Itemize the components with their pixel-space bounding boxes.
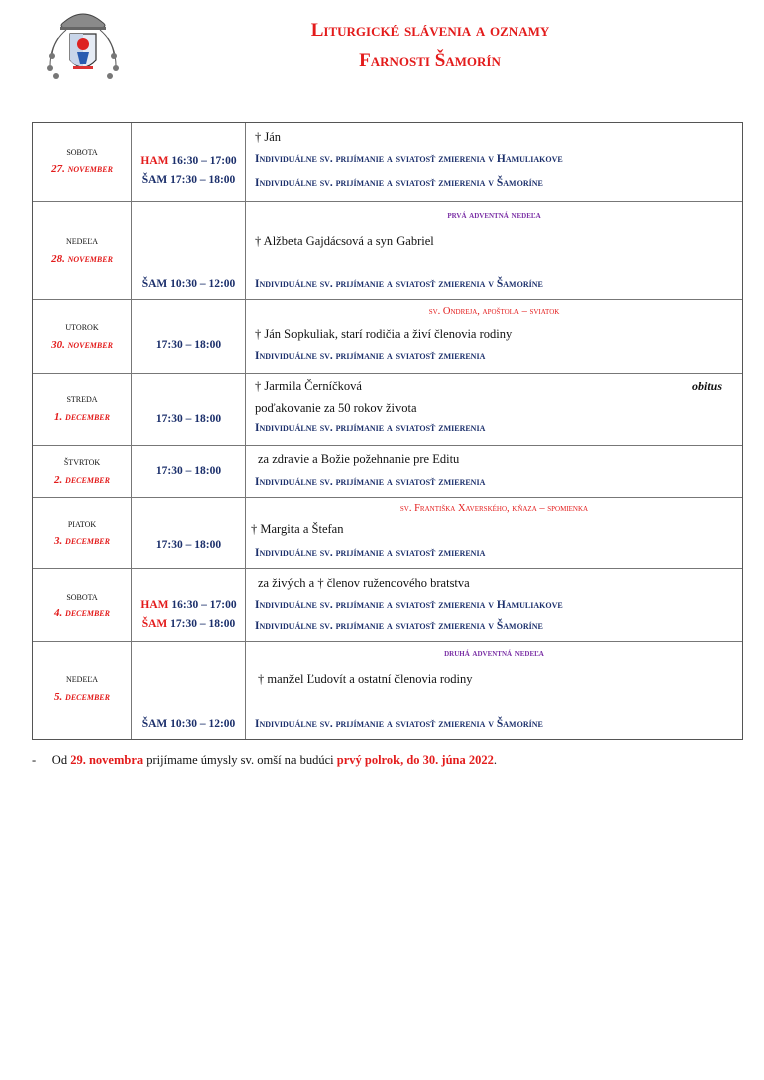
schedule-row <box>33 497 742 568</box>
row-date: 3. december <box>54 535 110 547</box>
liturgical-feast: sv. Ondreja, apoštola – sviatok <box>428 306 560 317</box>
confession-note: Individuálne sv. prijímanie a sviatosť zmierenia v Šamoríne <box>255 620 543 632</box>
liturgical-feast: druhá adventná nedeľa <box>444 648 544 659</box>
row-time: 17:30 – 18:00 <box>155 339 222 351</box>
row-date: 28. november <box>51 253 113 265</box>
row-time: 17:30 – 18:00 <box>155 465 222 477</box>
confession-note: Individuálne sv. prijímanie a sviatosť zmierenia v Šamoríne <box>255 278 543 290</box>
mass-intention: za živých a † členov ružencového bratstva <box>258 576 470 590</box>
row-time: ŠAM 10:30 – 12:00 <box>141 278 236 290</box>
row-time: ŠAM 17:30 – 18:00 <box>141 618 236 630</box>
row-day: nedeľa <box>66 673 98 685</box>
confession-note: Individuálne sv. prijímanie a sviatosť zmierenia v Hamuliakove <box>255 599 563 611</box>
confession-note: Individuálne sv. prijímanie a sviatosť zmierenia v Šamoríne <box>255 718 543 730</box>
mass-intention: † Margita a Štefan <box>251 522 344 536</box>
schedule-row <box>33 123 742 201</box>
row-day: štvrtok <box>63 456 101 468</box>
row-day: sobota <box>66 591 98 603</box>
row-time: HAM 16:30 – 17:00 <box>140 599 237 611</box>
mass-intention: † manžel Ľudovít a ostatní členovia rodiny <box>258 672 473 686</box>
announcement-date: 29. novembra <box>70 753 144 767</box>
mass-intention: † Ján Sopkuliak, starí rodičia a živí členovia rodiny <box>255 327 513 341</box>
confession-note: Individuálne sv. prijímanie a sviatosť zmierenia <box>255 422 486 434</box>
row-time: ŠAM 10:30 – 12:00 <box>141 718 236 730</box>
row-date: 4. december <box>54 607 110 619</box>
obitus-label: obitus <box>691 379 722 393</box>
parish-coat-of-arms-icon <box>42 8 124 84</box>
bullet: - <box>32 753 37 767</box>
row-time: 17:30 – 18:00 <box>155 413 222 425</box>
schedule-row <box>33 373 742 445</box>
mass-intention: † Alžbeta Gajdácsová a syn Gabriel <box>255 234 434 248</box>
row-day: sobota <box>66 146 98 158</box>
document-title-line-1: Liturgické slávenia a oznamy <box>310 20 550 41</box>
schedule-table <box>32 122 743 740</box>
liturgical-feast: sv. Františka Xaverského, kňaza – spomienka <box>399 503 589 514</box>
row-time: HAM 16:30 – 17:00 <box>140 155 237 167</box>
row-date: 30. november <box>51 339 113 351</box>
confession-note: Individuálne sv. prijímanie a sviatosť zmierenia v Šamoríne <box>255 177 543 189</box>
row-day: nedeľa <box>66 235 98 247</box>
schedule-row <box>33 641 742 739</box>
confession-note: Individuálne sv. prijímanie a sviatosť zmierenia <box>255 547 486 559</box>
mass-intention: † Jarmila Černíčková <box>255 379 362 393</box>
mass-intention: poďakovanie za 50 rokov života <box>255 401 417 415</box>
row-day: piatok <box>67 518 97 530</box>
mass-intention: za zdravie a Božie požehnanie pre Editu <box>258 452 460 466</box>
schedule-row <box>33 445 742 497</box>
confession-note: Individuálne sv. prijímanie a sviatosť zmierenia <box>255 476 486 488</box>
row-date: 5. december <box>54 691 110 703</box>
row-day: streda <box>66 393 98 405</box>
announcement-note: - Od 29. novembra prijímame úmysly sv. omší na budúci prvý polrok, do 30. júna 2022. <box>32 753 497 767</box>
row-date: 27. november <box>51 163 113 175</box>
row-date: 2. december <box>54 474 110 486</box>
row-time: 17:30 – 18:00 <box>155 539 222 551</box>
row-day: utorok <box>65 321 99 333</box>
mass-intention: † Ján <box>255 130 282 144</box>
document-title-line-2: Farnosti Šamorín <box>359 50 501 71</box>
confession-note: Individuálne sv. prijímanie a sviatosť zmierenia <box>255 350 486 362</box>
schedule-row <box>33 201 742 299</box>
row-date: 1. december <box>54 411 110 423</box>
liturgical-feast: prvá adventná nedeľa <box>447 210 541 221</box>
row-time: ŠAM 17:30 – 18:00 <box>141 174 236 186</box>
schedule-row <box>33 299 742 373</box>
confession-note: Individuálne sv. prijímanie a sviatosť zmierenia v Hamuliakove <box>255 153 563 165</box>
schedule-row <box>33 568 742 641</box>
announcement-period: prvý polrok, do 30. júna 2022 <box>336 753 494 767</box>
